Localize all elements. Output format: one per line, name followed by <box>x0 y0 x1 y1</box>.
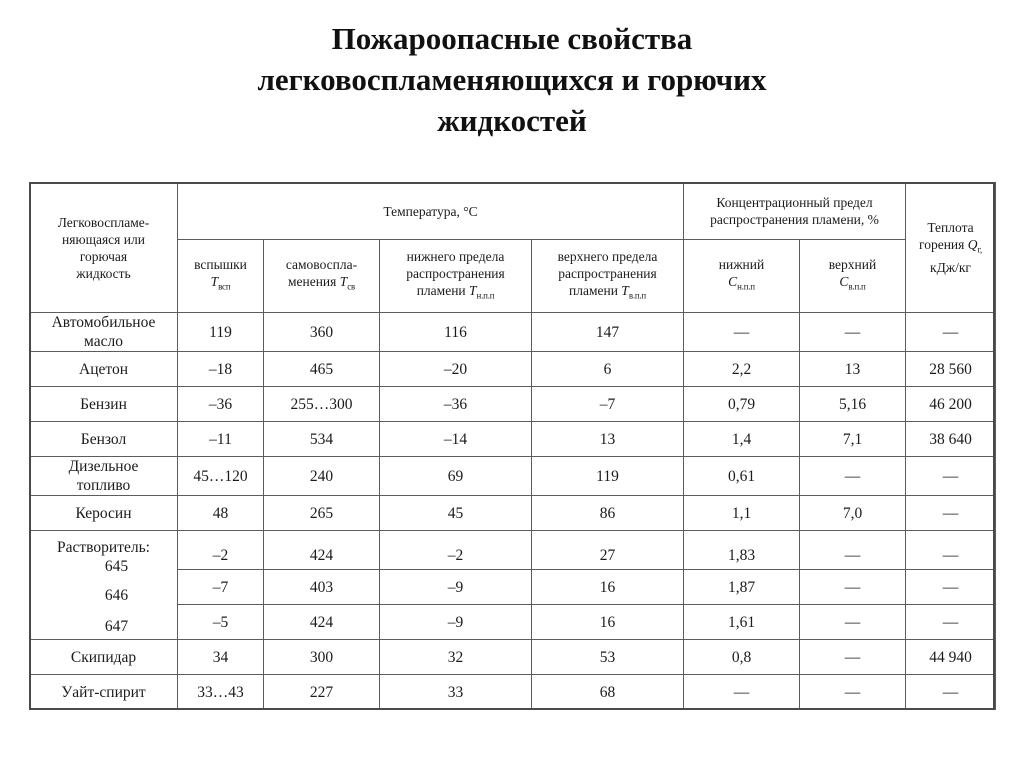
header-lower-temp-symbol-sub: н.п.п <box>476 290 495 301</box>
cell-t-upper: 119 <box>532 457 684 496</box>
row-name-cell: Бензол <box>30 422 178 457</box>
header-upper-temp-symbol: T <box>621 282 629 298</box>
header-heat-of-combustion <box>906 183 996 313</box>
page-title-line-3: жидкостей <box>437 103 587 138</box>
cell-heat: — <box>906 496 996 531</box>
cell-t-lower: 116 <box>380 313 532 352</box>
header-autoignition-line-2 <box>287 274 356 292</box>
cell-t-lower: –20 <box>380 352 532 387</box>
solvent-subrow-name-647: 647 <box>104 618 129 635</box>
row-name-line-2: топливо <box>76 477 131 494</box>
table-row <box>30 313 996 352</box>
cell-autoignition: 240 <box>264 457 380 496</box>
header-row-groups <box>30 183 996 240</box>
header-conc-upper-symbol: C <box>839 274 849 290</box>
cell-heat: — <box>906 531 996 570</box>
row-name-cell: Керосин <box>30 496 178 531</box>
row-name-cell: Бензин <box>30 387 178 422</box>
header-lower-temp-word: пламени <box>416 282 466 298</box>
fire-properties-table-wrapper <box>29 182 995 710</box>
cell-c-upper: — <box>800 531 906 570</box>
cell-autoignition: 424 <box>264 531 380 570</box>
header-conc-lower <box>684 240 800 313</box>
cell-c-upper: — <box>800 457 906 496</box>
header-lower-temp-line-3 <box>416 282 495 301</box>
table-row <box>30 457 996 496</box>
cell-c-upper: 5,16 <box>800 387 906 422</box>
cell-c-upper: 7,1 <box>800 422 906 457</box>
cell-autoignition: 403 <box>264 570 380 605</box>
header-liquid-name-line-2: няющаяся или <box>62 231 145 247</box>
cell-flash: –2 <box>178 531 264 570</box>
cell-t-upper: 16 <box>532 570 684 605</box>
header-autoignition-symbol: T <box>339 274 348 290</box>
cell-heat: 28 560 <box>906 352 996 387</box>
header-upper-temp-limit <box>532 240 684 313</box>
header-group-concentration-line-2: распространения пламени, % <box>710 212 879 227</box>
cell-autoignition: 465 <box>264 352 380 387</box>
row-name-line-1: Дизельное <box>68 458 139 475</box>
page-title-line-1: Пожароопасные свойства <box>331 21 693 56</box>
cell-c-lower: — <box>684 675 800 710</box>
table-row <box>30 422 996 457</box>
table-row <box>30 531 996 570</box>
cell-c-lower: 1,83 <box>684 531 800 570</box>
cell-c-lower: 1,4 <box>684 422 800 457</box>
cell-c-upper: — <box>800 570 906 605</box>
row-name-cell <box>30 313 178 352</box>
cell-t-lower: 45 <box>380 496 532 531</box>
cell-autoignition: 227 <box>264 675 380 710</box>
cell-t-upper: 68 <box>532 675 684 710</box>
page-title-line-2: легковоспламеняющихся и горючих <box>257 62 767 97</box>
row-name-cell-solvent-group <box>30 531 178 640</box>
header-heat-symbol: Q <box>967 237 978 253</box>
cell-flash: –36 <box>178 387 264 422</box>
cell-t-lower: 69 <box>380 457 532 496</box>
cell-c-lower: — <box>684 313 800 352</box>
cell-c-lower: 2,2 <box>684 352 800 387</box>
header-autoignition <box>264 240 380 313</box>
header-autoignition-word: менения <box>287 274 337 290</box>
header-group-temperature: Температура, °С <box>178 183 684 240</box>
cell-t-lower: –2 <box>380 531 532 570</box>
header-upper-temp-line-1: верхнего предела <box>557 248 658 264</box>
cell-flash: 119 <box>178 313 264 352</box>
solvent-subrow-name-646: 646 <box>104 587 129 604</box>
cell-c-upper: — <box>800 640 906 675</box>
header-conc-upper-symbol-sub: в.п.п <box>848 281 866 292</box>
header-autoignition-symbol-sub: св <box>347 281 356 292</box>
row-name-cell: Ацетон <box>30 352 178 387</box>
header-flash-label: вспышки <box>194 257 247 273</box>
table-row <box>30 675 996 710</box>
cell-flash: –7 <box>178 570 264 605</box>
cell-c-upper: — <box>800 675 906 710</box>
cell-c-lower: 1,1 <box>684 496 800 531</box>
cell-flash: 48 <box>178 496 264 531</box>
cell-flash: –5 <box>178 605 264 640</box>
header-heat-line-2: горения $Q_{г,}$ <box>919 237 982 255</box>
header-heat-line-3: кДж/кг <box>930 259 971 275</box>
cell-heat: — <box>906 570 996 605</box>
table-body <box>30 313 996 710</box>
cell-t-upper: 147 <box>532 313 684 352</box>
cell-c-upper: 7,0 <box>800 496 906 531</box>
header-flash-point <box>178 240 264 313</box>
fire-properties-table <box>29 182 996 710</box>
cell-c-upper: — <box>800 605 906 640</box>
cell-t-upper: 16 <box>532 605 684 640</box>
header-conc-lower-symbol: C <box>728 274 738 290</box>
cell-c-upper: 13 <box>800 352 906 387</box>
solvent-group-label: Растворитель: <box>57 539 150 556</box>
cell-t-lower: –14 <box>380 422 532 457</box>
cell-t-upper: 27 <box>532 531 684 570</box>
cell-heat: — <box>906 605 996 640</box>
cell-c-lower: 0,61 <box>684 457 800 496</box>
header-lower-temp-symbol: T <box>469 282 477 298</box>
cell-flash: 33…43 <box>178 675 264 710</box>
header-lower-temp-limit <box>380 240 532 313</box>
header-conc-lower-symbol-sub: н.п.п <box>737 281 755 292</box>
cell-t-upper: 86 <box>532 496 684 531</box>
row-name-line-2: масло <box>84 333 123 350</box>
solvent-subrow-name-645: 645 <box>104 558 129 575</box>
cell-flash: –18 <box>178 352 264 387</box>
table-header <box>30 183 996 313</box>
cell-t-lower: –9 <box>380 570 532 605</box>
header-flash-symbol: T <box>210 274 219 290</box>
cell-t-upper: 53 <box>532 640 684 675</box>
header-conc-upper <box>800 240 906 313</box>
header-upper-temp-line-3 <box>568 282 647 301</box>
header-heat-symbol-sub: г, <box>977 244 982 255</box>
table-row <box>30 496 996 531</box>
cell-flash: 45…120 <box>178 457 264 496</box>
cell-autoignition: 265 <box>264 496 380 531</box>
cell-t-lower: –36 <box>380 387 532 422</box>
header-flash-symbol-sub: всп <box>218 281 231 292</box>
header-upper-temp-symbol-sub: в.п.п <box>628 290 647 301</box>
header-conc-upper-label: верхний <box>828 257 877 273</box>
cell-heat: — <box>906 675 996 710</box>
cell-autoignition: 360 <box>264 313 380 352</box>
cell-t-upper: –7 <box>532 387 684 422</box>
cell-flash: 34 <box>178 640 264 675</box>
cell-t-lower: 32 <box>380 640 532 675</box>
header-conc-lower-label: нижний <box>718 257 765 273</box>
header-liquid-name-line-4: жидкость <box>76 265 131 281</box>
header-lower-temp-line-1: нижнего предела <box>406 248 505 264</box>
row-name-cell: Уайт-спирит <box>30 675 178 710</box>
cell-autoignition: 424 <box>264 605 380 640</box>
table-row <box>30 352 996 387</box>
cell-heat: 38 640 <box>906 422 996 457</box>
cell-autoignition: 300 <box>264 640 380 675</box>
header-group-concentration <box>684 183 906 240</box>
cell-heat: 46 200 <box>906 387 996 422</box>
cell-c-lower: 0,79 <box>684 387 800 422</box>
cell-t-upper: 13 <box>532 422 684 457</box>
cell-flash: –11 <box>178 422 264 457</box>
header-liquid-name-line-3: горючая <box>79 248 128 264</box>
cell-t-upper: 6 <box>532 352 684 387</box>
row-name-cell <box>30 457 178 496</box>
cell-autoignition: 534 <box>264 422 380 457</box>
row-name-line-1: Автомобильное <box>51 314 156 331</box>
cell-heat: — <box>906 457 996 496</box>
header-liquid-name <box>30 183 178 313</box>
header-liquid-name-line-1: Легковоспламе- <box>57 214 150 230</box>
header-lower-temp-line-2: распространения <box>406 265 505 281</box>
page-title <box>0 0 1024 141</box>
cell-c-lower: 0,8 <box>684 640 800 675</box>
table-row <box>30 640 996 675</box>
header-autoignition-line-1: самовоспла- <box>285 257 358 273</box>
header-group-concentration-line-1: Концентрационный предел <box>716 195 873 210</box>
header-upper-temp-word: пламени <box>568 282 618 298</box>
cell-autoignition: 255…300 <box>264 387 380 422</box>
cell-heat: — <box>906 313 996 352</box>
cell-t-lower: –9 <box>380 605 532 640</box>
row-name-cell: Скипидар <box>30 640 178 675</box>
table-row <box>30 387 996 422</box>
header-heat-line-1: Теплота <box>927 220 974 236</box>
cell-c-upper: — <box>800 313 906 352</box>
cell-heat: 44 940 <box>906 640 996 675</box>
cell-t-lower: 33 <box>380 675 532 710</box>
header-upper-temp-line-2: распространения <box>558 265 657 281</box>
cell-c-lower: 1,61 <box>684 605 800 640</box>
cell-c-lower: 1,87 <box>684 570 800 605</box>
